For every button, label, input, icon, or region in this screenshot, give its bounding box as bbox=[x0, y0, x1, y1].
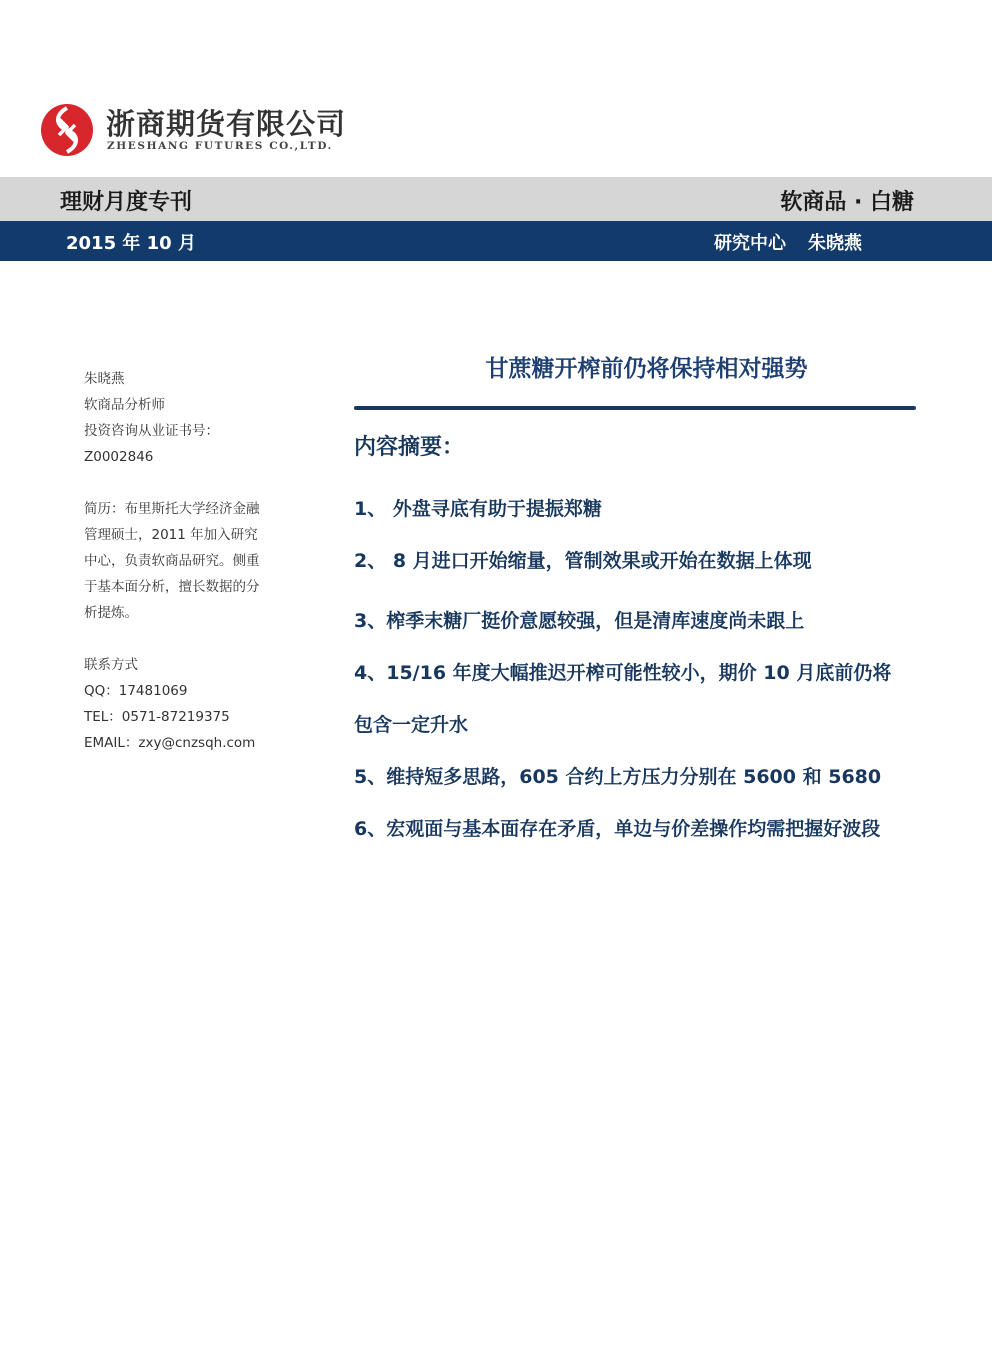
analyst-title: 软商品分析师 bbox=[84, 397, 165, 413]
bio-line: 管理硕士，2011 年加入研究 bbox=[84, 527, 258, 543]
summary-point: 1、 外盘寻底有助于提振郑糖 bbox=[354, 498, 602, 520]
report-title: 甘蔗糖开榨前仍将保持相对强势 bbox=[485, 356, 808, 382]
title-divider bbox=[354, 406, 916, 410]
summary-point: 6、宏观面与基本面存在矛盾，单边与价差操作均需把握好波段 bbox=[354, 818, 881, 840]
license-number: Z0002846 bbox=[84, 449, 154, 465]
summary-point: 5、维持短多思路，605 合约上方压力分别在 5600 和 5680 bbox=[354, 766, 882, 788]
company-name-en: ZHESHANG FUTURES CO.,LTD. bbox=[107, 140, 333, 152]
publication-name: 理财月度专刊 bbox=[60, 190, 193, 215]
bio-line: 简历：布里斯托大学经济金融 bbox=[84, 501, 260, 517]
summary-point-continuation: 包含一定升水 bbox=[354, 714, 469, 736]
analyst-info bbox=[84, 366, 284, 470]
bio-line: 中心，负责软商品研究。侧重 bbox=[84, 553, 260, 569]
bio-line: 析提炼。 bbox=[84, 605, 138, 621]
department-name: 研究中心 bbox=[714, 233, 786, 254]
summary-point: 3、榨季末糖厂挺价意愿较强，但是清库速度尚未跟上 bbox=[354, 610, 805, 632]
zheshang-logo-icon bbox=[40, 103, 94, 157]
report-category: 软商品 · 白糖 bbox=[780, 190, 914, 215]
company-name-cn: 浙商期货有限公司 bbox=[106, 107, 347, 141]
analyst-name: 朱晓燕 bbox=[84, 371, 125, 387]
bio-line: 于基本面分析，擅长数据的分 bbox=[84, 579, 260, 595]
publication-bar bbox=[0, 177, 992, 221]
summary-point: 4、15/16 年度大幅推迟开榨可能性较小，期价 10 月底前仍将 bbox=[354, 662, 892, 684]
contact-info bbox=[84, 652, 284, 756]
analyst-sidebar bbox=[84, 366, 284, 782]
department-author bbox=[714, 229, 862, 255]
analyst-bio bbox=[84, 496, 284, 626]
license-label: 投资咨询从业证书号： bbox=[84, 423, 219, 439]
report-date: 2015 年 10 月 bbox=[66, 233, 196, 254]
contact-label: 联系方式 bbox=[84, 657, 138, 673]
info-bar bbox=[0, 221, 992, 261]
summary-heading: 内容摘要： bbox=[354, 435, 465, 460]
contact-email[interactable]: EMAIL：zxy@cnzsqh.com bbox=[84, 735, 256, 751]
header-author: 朱晓燕 bbox=[808, 233, 862, 254]
summary-point: 2、 8 月进口开始缩量，管制效果或开始在数据上体现 bbox=[354, 550, 812, 572]
contact-qq: QQ：17481069 bbox=[84, 683, 188, 699]
contact-tel: TEL：0571-87219375 bbox=[84, 709, 230, 725]
